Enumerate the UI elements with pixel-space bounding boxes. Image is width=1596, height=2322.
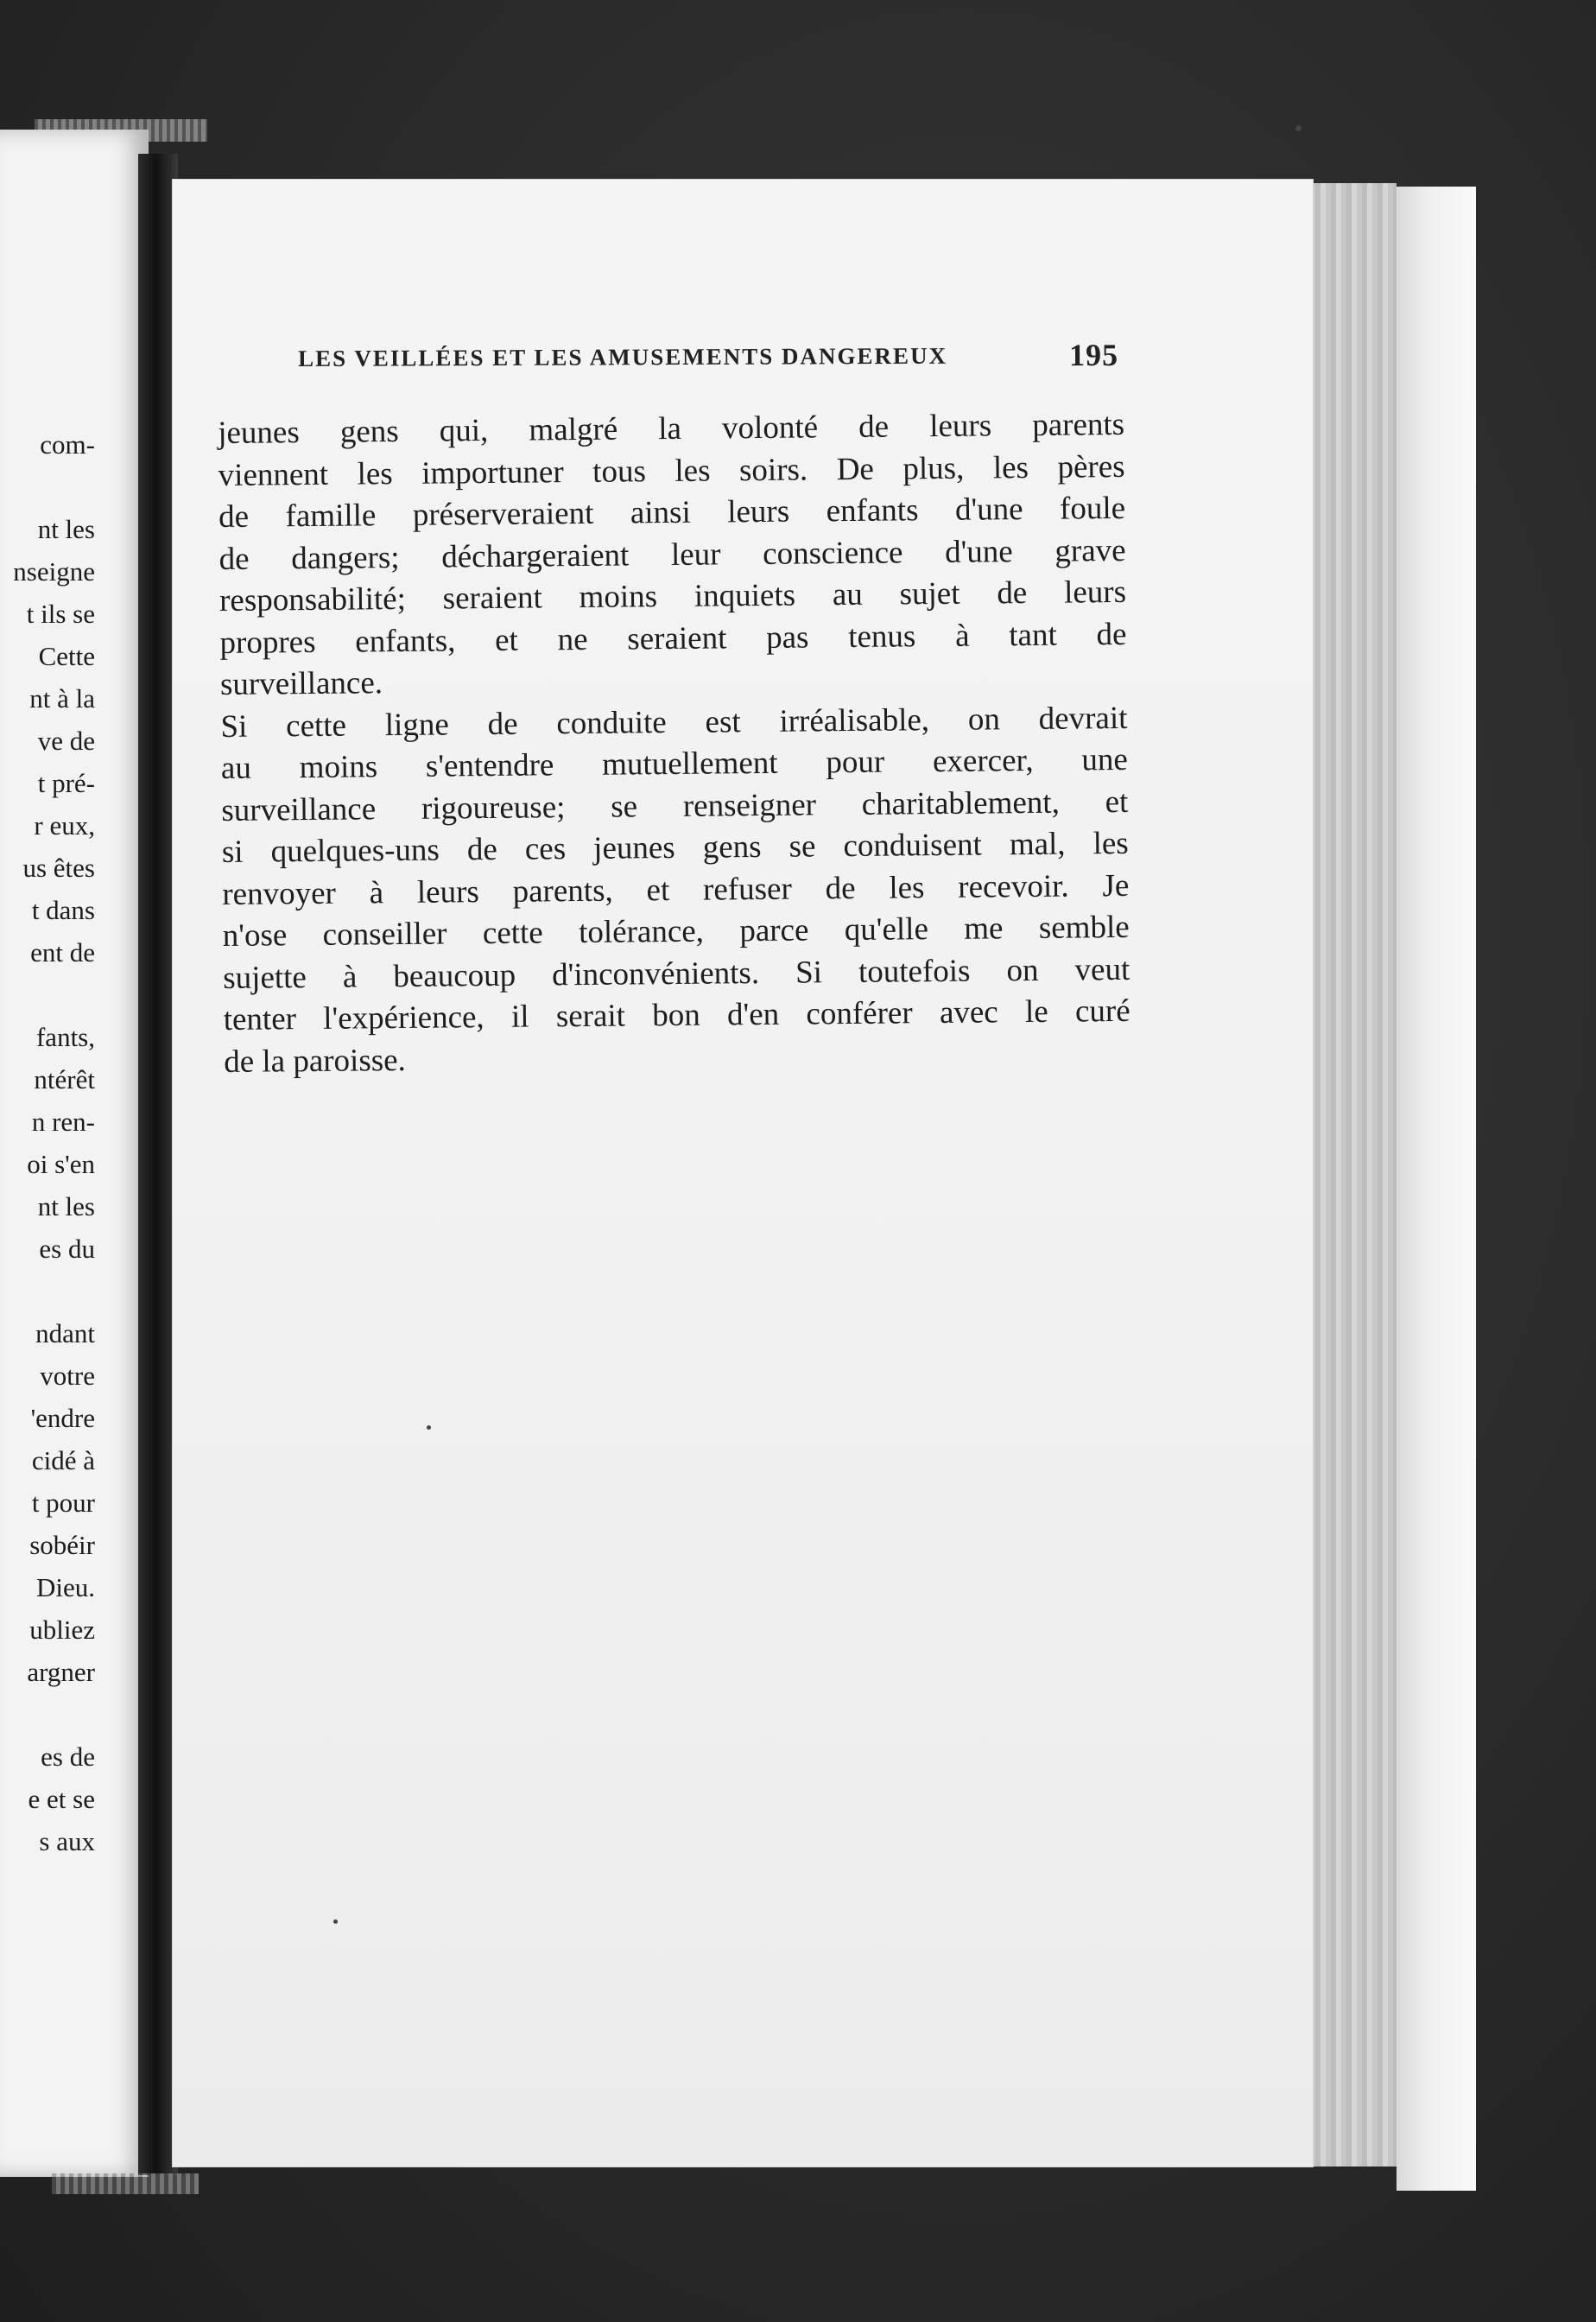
left-page-edge-bottom	[52, 2173, 199, 2194]
left-page-line: nt les	[37, 514, 95, 544]
left-page-line: t pré-	[37, 768, 95, 798]
body-line: jeunes gens qui, malgré la volonté de leurs parents	[218, 406, 1125, 451]
left-page-line: s aux	[39, 1826, 95, 1856]
body-line: viennent les importuner tous les soirs. De plus, les pères	[218, 448, 1125, 493]
left-page-line: es du	[39, 1234, 95, 1264]
left-page-line: us êtes	[22, 853, 95, 883]
page-stack-outer-edge	[1396, 187, 1476, 2191]
dust-speck	[1295, 125, 1302, 131]
left-page-line	[13, 1270, 95, 1312]
left-page-line	[13, 974, 95, 1016]
left-page-line: nt les	[37, 1191, 95, 1221]
left-page-line: sobéir	[29, 1530, 95, 1560]
running-head-title: LES VEILLÉES ET LES AMUSEMENTS DANGEREUX	[298, 342, 948, 371]
page-stack-edge	[1300, 183, 1396, 2167]
body-line: surveillance.	[219, 665, 383, 702]
left-page-line: r eux,	[34, 810, 95, 841]
dust-speck	[427, 1425, 431, 1430]
body-line: si quelques-uns de ces jeunes gens se conduisent mal, les	[221, 825, 1129, 870]
left-page-line: fants,	[35, 1022, 95, 1052]
left-page-line: ve de	[37, 726, 95, 756]
left-page-line: nseigne	[13, 556, 95, 587]
body-text	[218, 404, 1130, 1083]
left-page-line: com-	[40, 429, 95, 460]
running-head	[298, 337, 1119, 373]
page-number: 195	[1068, 337, 1119, 373]
left-page-text-fragments	[13, 423, 95, 1862]
left-page-line	[13, 466, 95, 508]
left-page-line	[13, 1693, 95, 1735]
body-line: tenter l'expérience, il serait bon d'en conférer avec le curé	[223, 993, 1130, 1037]
left-page-line: argner	[27, 1657, 95, 1687]
left-page-line: Cette	[38, 641, 95, 671]
dust-speck	[333, 1919, 338, 1924]
left-page-line: ntérêt	[34, 1064, 95, 1094]
left-page-line: t pour	[31, 1488, 95, 1518]
left-page-line: t dans	[31, 895, 95, 925]
body-line: Si cette ligne de conduite est irréalisable, on devrait	[220, 700, 1128, 745]
left-page-line: n ren-	[31, 1107, 95, 1137]
body-line: sujette à beaucoup d'inconvénients. Si toutefois on veut	[223, 951, 1130, 996]
body-line: de dangers; déchargeraient leur conscience d'une grave	[218, 532, 1126, 577]
left-facing-page	[0, 130, 149, 2177]
left-page-line: 'endre	[30, 1403, 95, 1433]
left-page-line: ndant	[35, 1318, 95, 1348]
body-line: propres enfants, et ne seraient pas tenus à tant de	[219, 616, 1127, 661]
left-page-line: es de	[41, 1742, 95, 1772]
body-line: responsabilité; seraient moins inquiets au sujet de leurs	[218, 574, 1127, 619]
body-line: n'ose conseiller cette tolérance, parce qu'elle me semble	[222, 909, 1130, 954]
body-line: renvoyer à leurs parents, et refuser de les recevoir. Je	[222, 867, 1130, 912]
body-line: surveillance rigoureuse; se renseigner charitablement, et	[221, 784, 1129, 828]
left-page-line: Dieu.	[35, 1572, 95, 1602]
left-page-line: oi s'en	[27, 1149, 95, 1179]
left-page-line: nt à la	[29, 683, 95, 714]
body-line: de la paroisse.	[224, 1042, 407, 1080]
body-line: au moins s'entendre mutuellement pour exercer, une	[220, 741, 1129, 786]
left-page-line: ubliez	[29, 1615, 95, 1645]
left-page-line: e et se	[28, 1784, 95, 1814]
left-page-line: ent de	[30, 937, 95, 968]
left-page-line: votre	[40, 1361, 95, 1391]
left-page-line: cidé à	[31, 1445, 95, 1475]
left-page-line: t ils se	[26, 599, 95, 629]
body-line: de famille préserveraient ainsi leurs enfants d'une foule	[218, 490, 1126, 535]
